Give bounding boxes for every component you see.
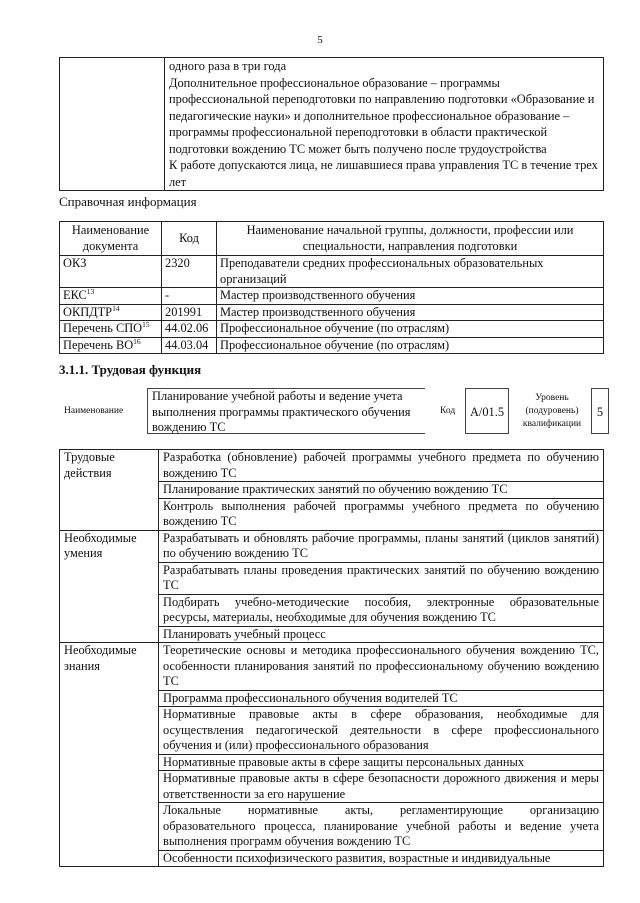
function-name-value: Планирование учебной работы и ведение учета выполнения программы практического обучения вождению ТС bbox=[147, 388, 425, 434]
action-item: Контроль выполнения рабочей программы учебного предмета по обучению вождению ТС bbox=[159, 498, 604, 530]
ref-doc: ОКПДТР$^{14}$ bbox=[60, 304, 162, 321]
continuation-line: одного раза в три года bbox=[169, 59, 287, 73]
table-row bbox=[60, 530, 604, 562]
continuation-table bbox=[59, 57, 604, 191]
header-name: Наименование начальной группы, должности, профессии или специальности, направления подготовки bbox=[217, 222, 604, 256]
reference-row bbox=[60, 304, 604, 321]
skill-item: Разрабатывать планы проведения практических занятий по обучению вождению ТС bbox=[159, 562, 604, 594]
skill-item: Разрабатывать и обновлять рабочие программы, планы занятий (циклов занятий) по обучению вождению ТС bbox=[159, 530, 604, 562]
ref-code: - bbox=[162, 288, 217, 305]
reference-header-row bbox=[60, 222, 604, 256]
ref-code: 201991 bbox=[162, 304, 217, 321]
skills-label: Необходимые умения bbox=[60, 530, 159, 643]
knowledge-item: Нормативные правовые акты в сфере защиты персональных данных bbox=[159, 754, 604, 771]
knowledge-item: Программа профессионального обучения водителей ТС bbox=[159, 690, 604, 707]
knowledge-item: Нормативные правовые акты в сфере образования, необходимые для осуществления педагогической деятельности в сфере профессионального обучения и (или) профессионального образования bbox=[159, 707, 604, 755]
ref-code: 2320 bbox=[162, 256, 217, 288]
ref-doc: Перечень ВО$^{16}$ bbox=[60, 337, 162, 354]
reference-row bbox=[60, 288, 604, 305]
skill-item: Планировать учебный процесс bbox=[159, 626, 604, 643]
function-code-label: Код bbox=[440, 406, 456, 416]
knowledge-item: Особенности психофизического развития, возрастные и индивидуальные bbox=[159, 850, 604, 867]
reference-row bbox=[60, 321, 604, 338]
table-row bbox=[60, 643, 604, 691]
table-row bbox=[60, 450, 604, 482]
function-level-value: 5 bbox=[591, 388, 609, 434]
reference-caption: Справочная информация bbox=[59, 194, 197, 209]
continuation-line: К работе допускаются лица, не лишавшиеся права управления ТС в течение трех лет bbox=[169, 158, 598, 189]
reference-row bbox=[60, 256, 604, 288]
ref-name: Профессиональное обучение (по отраслям) bbox=[217, 337, 604, 354]
ref-doc: ЕКС$^{13}$ bbox=[60, 288, 162, 305]
function-table bbox=[59, 449, 604, 867]
page-number: 5 bbox=[317, 34, 323, 46]
ref-doc: Перечень СПО$^{15}$ bbox=[60, 321, 162, 338]
actions-label: Трудовые действия bbox=[60, 450, 159, 531]
knowledge-item: Теоретические основы и методика профессионального обучения вождению ТС, особенности планирования занятий по профессиональному обучению вождению ТС bbox=[159, 643, 604, 691]
knowledge-item: Локальные нормативные акты, регламентирующие организацию образовательного процесса, планирование учебной работы и ведение учета выполнения программ обучения вождению ТС bbox=[159, 803, 604, 851]
header-code: Код bbox=[162, 222, 217, 256]
continuation-text-cell bbox=[165, 58, 604, 191]
ref-name: Профессиональное обучение (по отраслям) bbox=[217, 321, 604, 338]
action-item: Планирование практических занятий по обучению вождению ТС bbox=[159, 482, 604, 499]
ref-code: 44.02.06 bbox=[162, 321, 217, 338]
reference-row bbox=[60, 337, 604, 354]
ref-doc: ОКЗ bbox=[60, 256, 162, 288]
continuation-empty-cell bbox=[60, 58, 165, 191]
skill-item: Подбирать учебно-методические пособия, электронные образовательные ресурсы, материалы, необходимые для обучения вождению ТС bbox=[159, 594, 604, 626]
ref-name: Мастер производственного обучения bbox=[217, 288, 604, 305]
knowledge-label: Необходимые знания bbox=[60, 643, 159, 867]
function-level-label: Уровень (подуровень) квалификации bbox=[522, 393, 582, 429]
function-code-value: А/01.5 bbox=[465, 388, 509, 434]
ref-name: Преподаватели средних профессиональных образовательных организаций bbox=[217, 256, 604, 288]
reference-table bbox=[59, 221, 604, 354]
continuation-row bbox=[60, 58, 604, 191]
function-heading: 3.1.1. Трудовая функция bbox=[59, 362, 202, 377]
knowledge-item: Нормативные правовые акты в сфере безопасности дорожного движения и меры ответственности за его нарушение bbox=[159, 771, 604, 803]
ref-code: 44.03.04 bbox=[162, 337, 217, 354]
ref-name: Мастер производственного обучения bbox=[217, 304, 604, 321]
header-doc: Наименование документа bbox=[60, 222, 162, 256]
function-name-label: Наименование bbox=[64, 406, 124, 416]
continuation-line: Дополнительное профессиональное образование – программы профессиональной переподготовки по направлению подготовки «Образование и педагогические науки» и дополнительное профессиональное образование – программы профессиональной переподготовки в области практической подготовки вождению ТС может быть получено после трудоустройства bbox=[169, 75, 595, 156]
action-item: Разработка (обновление) рабочей программы учебного предмета по обучению вождению ТС bbox=[159, 450, 604, 482]
